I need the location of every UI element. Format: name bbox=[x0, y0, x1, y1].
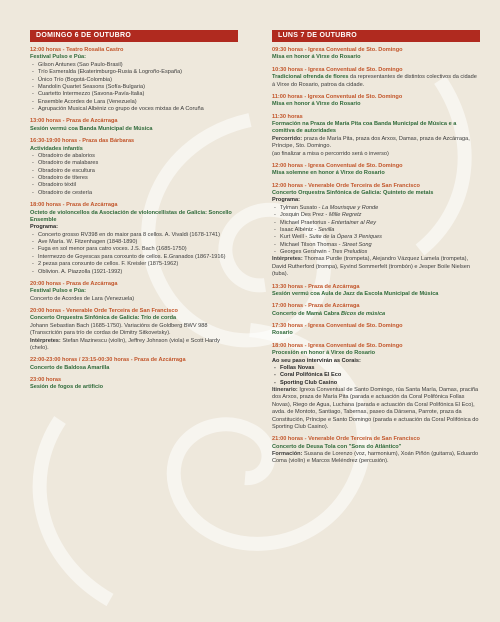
day-column-sunday bbox=[30, 30, 238, 397]
event-time-place: 18:00 horas - Igrexa Conventual de Sto. Domingo bbox=[272, 342, 403, 349]
event-title: Sesión de fogos de artificio bbox=[30, 384, 104, 391]
event-item bbox=[272, 163, 480, 178]
event-time-place: 23:00 horas bbox=[30, 377, 62, 383]
performers-names: Stefan Mazinescu (violín), Jeffrey Johnson (viola) e Scott Hardy (chelo). bbox=[30, 337, 220, 351]
event-title: Octeto de violoncellos da Asociación de violoncellistas de Galicia: Soncello Ensemble bbox=[30, 209, 232, 223]
event-time-place: 20:00 horas - Praza de Azcárraga bbox=[30, 280, 118, 287]
event-title: Concerto de Deusa Tola con "Sons do Atlántico" bbox=[272, 443, 402, 450]
event-item bbox=[272, 114, 480, 158]
program-label: Programa: bbox=[272, 197, 300, 204]
day-header: LUNS 7 DE OUTUBRO bbox=[272, 30, 480, 42]
event-item bbox=[272, 303, 480, 318]
list-item: - Obradoiro de escultura bbox=[30, 168, 238, 175]
list-item: - Fuga en sol menor para catro voces. J.S. Bach (1685-1750) bbox=[30, 246, 238, 253]
event-title: Formación na Praza de María Pita coa Banda Municipal de Música e a comitiva de autoridades bbox=[272, 121, 457, 135]
list-item: - Sporting Club Casino bbox=[272, 380, 480, 387]
list-item: - Único Trío (Bogotá-Colombia) bbox=[30, 77, 238, 84]
event-time-place: 11:00 horas - Igrexa Conventual de Sto. Domingo bbox=[272, 93, 403, 100]
event-title: Actividades infantís bbox=[30, 145, 83, 152]
event-description: Johann Sebastian Bach (1685-1750). Variacións de Goldberg BWV 988 (Transcrición para trío de cordas de Dimitry Sitkovetsky). bbox=[30, 322, 208, 337]
route bbox=[272, 387, 480, 431]
event-item bbox=[272, 343, 480, 432]
event-time-place: 12:00 horas - Teatro Rosalía Castro bbox=[30, 47, 124, 53]
event-item bbox=[30, 377, 238, 392]
list-item: - Obradoiro de malabares bbox=[30, 160, 238, 167]
performers bbox=[272, 256, 480, 278]
event-time-place: 13:00 horas - Praza de Azcárraga bbox=[30, 118, 118, 125]
performers-names: Susana de Lorenzo (voz, harmonium), Xoán Piñón (guitarra), Eduardo Coma (violín) e Marcos Meléndrez (percusión). bbox=[272, 451, 479, 465]
event-item bbox=[30, 202, 238, 276]
event-title-suffix: da representantes de distintos colectivos da cidade á Virxe do Rosario, patroa da cidade. bbox=[272, 74, 477, 88]
event-item bbox=[30, 357, 238, 372]
performers-label: Intérpretes: bbox=[30, 337, 61, 344]
event-time-place: 12:00 horas - Venerable Orde Terceira de San Francisco bbox=[272, 182, 420, 189]
list-item: - Follas Novas bbox=[272, 365, 480, 372]
event-time-place: 09:30 horas - Igrexa Conventual de Sto. Domingo bbox=[272, 47, 403, 53]
event-title: Sesión vermú coa Aula de Jazz da Escola Municipal de Música bbox=[272, 290, 439, 297]
event-time-place: 21:00 horas - Venerable Orde Terceira de San Francisco bbox=[272, 436, 420, 443]
event-item bbox=[272, 323, 480, 338]
event-title: Tradicional ofrenda de flores bbox=[272, 74, 349, 81]
performers-label: Formación: bbox=[272, 451, 303, 457]
route-label: Itinerario: bbox=[272, 387, 298, 393]
event-item bbox=[30, 281, 238, 303]
event-time-place: 12:00 horas - Igrexa Conventual de Sto. Domingo bbox=[272, 162, 403, 169]
list-item: - Isaac Albéniz - Sevilla bbox=[272, 227, 480, 234]
event-item bbox=[272, 183, 480, 279]
program-label: Programa: bbox=[30, 224, 58, 231]
list-item: - Michael Praetorius - Entertainer al Rey bbox=[272, 220, 480, 227]
event-time-place: 16:30-19:00 horas - Praza das Bárbaras bbox=[30, 138, 135, 145]
route bbox=[272, 136, 480, 151]
event-title-italic: Bicos de música bbox=[341, 310, 386, 317]
event-list bbox=[30, 62, 238, 114]
choir-list bbox=[272, 365, 480, 387]
performers-names: Thomas Purdie (trompeta), Alejandro Vázquez Lamela (trompeta), David Rutherford (trompa), Eyvind Sommerfelt (trombón) e Jesper Boile Nielsen (tuba). bbox=[272, 256, 471, 278]
event-title: Festival Pulso e Púa: bbox=[30, 288, 86, 295]
list-item: - Kurt Weill - Suite de la Ópera 3 Peniques bbox=[272, 234, 480, 241]
event-time-place: 11:30 horas bbox=[272, 113, 303, 120]
event-title: Misa en honor á Virxe do Rosario bbox=[272, 101, 361, 108]
event-title: Misa en honor á Virxe do Rosario bbox=[272, 54, 361, 61]
event-item bbox=[30, 47, 238, 113]
event-time-place: 22:00-23:00 horas / 23:15-00:30 horas - Praza de Azcárraga bbox=[30, 357, 186, 364]
list-item: - Georges Gershwin - Tres Preludios bbox=[272, 249, 480, 256]
list-item: - Intermezzo de Goyescas para conxunto de cellos. E.Granados (1867-1916) bbox=[30, 254, 238, 261]
list-item: - Cuartetto Intermezzo (Savona-Pavía-Italia) bbox=[30, 91, 238, 98]
list-item: - Ave María. W. Fitzenhagen (1848-1890) bbox=[30, 239, 238, 246]
list-item: - Oblivion. A. Piazzolla (1921-1992) bbox=[30, 269, 238, 276]
list-item: - Concerto grosso RV398 en do maior para 8 cellos. A. Vivaldi (1678-1741) bbox=[30, 232, 238, 239]
event-item bbox=[272, 94, 480, 109]
list-item: - Agrupación Musical Albéniz co grupo de voces mixtas de A Coruña bbox=[30, 106, 238, 113]
performers bbox=[30, 338, 238, 353]
performers-label: Intérpretes: bbox=[272, 256, 303, 263]
performers bbox=[272, 451, 480, 466]
event-item bbox=[272, 67, 480, 89]
event-title: Rosario bbox=[272, 330, 293, 337]
list-item: - Ensemble Acordes de Lara (Venezuela) bbox=[30, 99, 238, 106]
event-time-place: 20:00 horas - Venerable Orde Terceira de San Francisco bbox=[30, 308, 178, 314]
event-subtitle: Ao seu paso intervirán as Corais: bbox=[272, 357, 361, 364]
list-item: - Tylman Susato - La Mourisque y Ronde bbox=[272, 205, 480, 212]
event-list bbox=[272, 205, 480, 257]
route-note: (ao finalizar a misa o percorrido será o inverso) bbox=[272, 150, 389, 157]
event-item bbox=[30, 308, 238, 352]
event-time-place: 18:00 horas - Praza de Azcárraga bbox=[30, 202, 118, 209]
list-item: - 2 pezas para conxunto de cellos. F. Kreisler (1875-1962) bbox=[30, 261, 238, 268]
event-item bbox=[30, 118, 238, 133]
event-list bbox=[30, 153, 238, 197]
event-title: Procesión en honor á Virxe do Rosario bbox=[272, 350, 376, 357]
event-description bbox=[272, 74, 480, 89]
route-text: praza de María Pita, praza dos Arxos, Damas, praza de Azcárraga, Príncipe, Sto. Domingo. bbox=[272, 135, 470, 150]
list-item: - Michael Tilson Thomas - Street Song bbox=[272, 242, 480, 249]
list-item: - Obradoiro téxtil bbox=[30, 182, 238, 189]
route-text: Igrexa Conventual de Santo Domingo, rúa Santa María, Damas, praciña dos Arxos, praza de María Pita (parada e actuación da Coral Polifónica Follas Novas), Riego de Agua, Luchana (parada e actuación da Coral Polifónica El Eco), avda. de Montoto, Santiago, Tabernas, paseo da Dársena, Parrote, praza da Constitución, Príncipe e Santo Domingo (parada e actuación da Coral Polifónica do Sporting Club Casino). bbox=[272, 387, 479, 430]
event-list bbox=[30, 232, 238, 276]
list-item: - Obradoiro de cestería bbox=[30, 190, 238, 197]
event-title: Misa solemne en honor á Virxe do Rosario bbox=[272, 170, 385, 177]
event-time-place: 17:30 horas - Igrexa Conventual de Sto. Domingo bbox=[272, 323, 403, 329]
event-title: Concerto Orquestra Sinfónica de Galicia: Quinteto de metais bbox=[272, 190, 434, 196]
event-title: Festival Pulso e Púa: bbox=[30, 54, 86, 61]
event-time-place: 10:30 horas - Igrexa Conventual de Sto. Domingo bbox=[272, 66, 403, 73]
event-item bbox=[272, 47, 480, 62]
event-item bbox=[30, 138, 238, 197]
list-item: - Trío Esmeralda (Ekaterimburgo-Rusia & Logroño-España) bbox=[30, 69, 238, 76]
list-item: - Mandolin Quartet Seasons (Sofía-Bulgaria) bbox=[30, 84, 238, 91]
list-item: - Josquin Des Prez - Mille Regretz bbox=[272, 212, 480, 219]
day-column-monday bbox=[272, 30, 480, 471]
event-time-place: 17:00 horas - Praza de Azcárraga bbox=[272, 303, 360, 310]
event-title: Concerto Orquestra Sinfónica de Galicia: Trío de corda bbox=[30, 315, 177, 322]
route-label: Percorrido: bbox=[272, 135, 303, 142]
event-title: Sesión vermú coa Banda Municipal de Música bbox=[30, 125, 153, 132]
day-header: DOMINGO 6 DE OUTUBRO bbox=[30, 30, 238, 42]
event-item bbox=[272, 284, 480, 299]
list-item: - Gilson Antunes (Sao Paulo-Brasil) bbox=[30, 62, 238, 69]
list-item: - Obradoiro de abalorios bbox=[30, 153, 238, 160]
list-item: - Obradoiro de títeres bbox=[30, 175, 238, 182]
list-item: - Coral Polifónica El Eco bbox=[272, 372, 480, 379]
event-time-place: 13:30 horas - Praza de Azcárraga bbox=[272, 283, 360, 290]
event-item bbox=[272, 436, 480, 466]
event-title: Concerto de Baldosa Amarilla bbox=[30, 364, 110, 371]
event-title: Concerto de Mamá Cabra Bicos de música bbox=[272, 310, 386, 317]
event-description: Concerto de Acordes de Lara (Venezuela) bbox=[30, 295, 135, 302]
